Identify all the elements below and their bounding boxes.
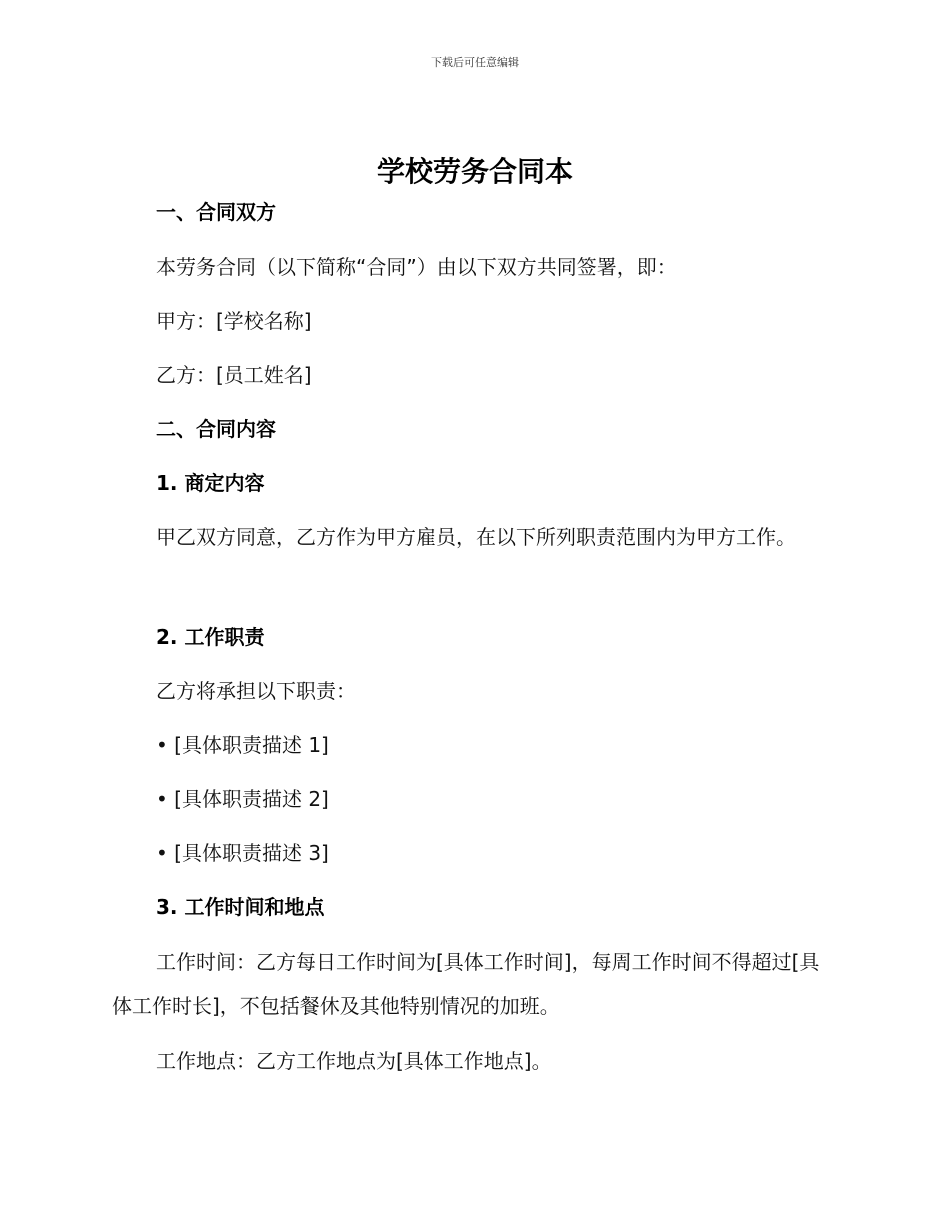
duties-intro: 乙方将承担以下职责：: [156, 679, 356, 703]
duty-list-item: • [具体职责描述 3]: [156, 841, 329, 865]
duty-list-item: • [具体职责描述 1]: [156, 733, 329, 757]
party-a: 甲方：[学校名称]: [156, 309, 312, 333]
document-title: 学校劳务合同本: [376, 155, 573, 188]
page-header: 下载后可任意编辑: [431, 56, 519, 69]
subsection-heading-time-place: 3. 工作时间和地点: [156, 895, 325, 919]
agreement-paragraph: 甲乙双方同意，乙方作为甲方雇员，在以下所列职责范围内为甲方工作。: [156, 525, 796, 549]
work-time-paragraph: 工作时间：乙方每日工作时间为[具体工作时间]，每周工作时间不得超过[具体工作时长]，不包括餐休及其他特别情况的加班。: [112, 950, 820, 1018]
duty-list-item: • [具体职责描述 2]: [156, 787, 329, 811]
section-heading-parties: 一、合同双方: [156, 200, 276, 224]
work-place-line: 工作地点：乙方工作地点为[具体工作地点]。: [156, 1049, 552, 1073]
parties-intro: 本劳务合同（以下简称“合同”）由以下双方共同签署，即：: [156, 255, 677, 279]
party-b: 乙方：[员工姓名]: [156, 363, 312, 387]
subsection-heading-duties: 2. 工作职责: [156, 625, 265, 649]
subsection-heading-agreement: 1. 商定内容: [156, 471, 265, 495]
section-heading-content: 二、合同内容: [156, 417, 276, 441]
